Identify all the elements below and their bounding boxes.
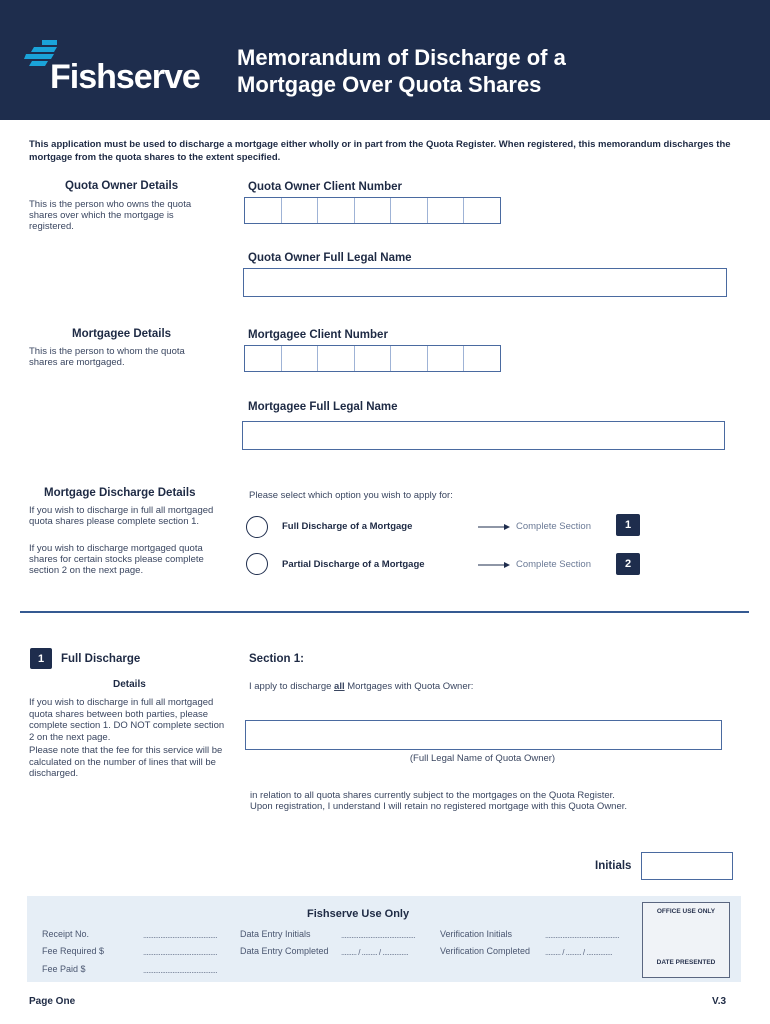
discharge-statement: [249, 681, 473, 693]
statement-before: I apply to discharge: [249, 681, 335, 692]
fee-required-label: Fee Required $: [42, 946, 105, 956]
quota-owner-description: This is the person who owns the quota shares over which the mortgage is registered.: [29, 199, 192, 232]
quota-owner-client-number-input[interactable]: [244, 197, 501, 224]
quota-owner-full-name-label: Quota Owner Full Legal Name: [248, 252, 412, 264]
stamp-bottom-text: DATE PRESENTED: [656, 959, 716, 966]
details-text-1: If you wish to discharge in full all mortgaged quota shares between both parties, please complete section 1. DO NOT complete section 2 on the next page.: [29, 697, 225, 743]
mortgagee-heading: Mortgagee Details: [72, 328, 172, 340]
quota-owner-full-name-input[interactable]: [243, 268, 727, 297]
details-text-2: Please note that the fee for this service will be calculated on the number of lines that will be discharged.: [29, 745, 223, 779]
office-stamp-box: [642, 902, 730, 978]
relation-line-1: in relation to all quota shares currently subject to the mortgages on the Quota Register.: [250, 790, 615, 801]
discharge-heading: Mortgage Discharge Details: [44, 487, 196, 499]
full-discharge-label: Full Discharge of a Mortgage: [282, 521, 413, 532]
arrow-right-icon: [478, 523, 510, 531]
data-entry-initials-label: Data Entry Initials: [240, 929, 311, 939]
full-discharge-heading: Full Discharge: [61, 653, 141, 665]
mortgagee-description: This is the person to whom the quota shares are mortgaged.: [29, 346, 185, 368]
title-line-1: Memorandum of Discharge of a: [237, 45, 566, 70]
statement-after: Mortgages with Quota Owner:: [344, 681, 474, 692]
fee-paid-label: Fee Paid $: [42, 964, 86, 974]
mortgagee-full-name-input[interactable]: [242, 421, 725, 450]
statement-all: all: [334, 681, 345, 692]
stamp-top-text: OFFICE USE ONLY: [656, 908, 716, 915]
quota-owner-heading: Quota Owner Details: [65, 180, 179, 192]
mortgagee-client-number-label: Mortgagee Client Number: [248, 329, 388, 341]
verification-completed-label: Verification Completed: [440, 946, 531, 956]
receipt-no-line: ...........................................: [143, 931, 218, 940]
page-number: Page One: [29, 996, 76, 1007]
data-entry-date-line: ......... / ......... / ...............: [341, 948, 409, 957]
data-entry-initials-line: ...........................................: [341, 931, 416, 940]
section-badge-1: 1: [616, 514, 640, 536]
initials-label: Initials: [595, 860, 632, 872]
fee-required-line: ...........................................: [143, 948, 218, 957]
details-heading: Details: [113, 679, 146, 690]
mortgagee-client-number-input[interactable]: [244, 345, 501, 372]
initials-input[interactable]: [641, 852, 733, 880]
section-1-title: Section 1:: [249, 653, 304, 665]
partial-discharge-radio[interactable]: [246, 553, 268, 575]
quota-owner-client-number-label: Quota Owner Client Number: [248, 181, 402, 193]
mortgagee-full-name-label: Mortgagee Full Legal Name: [248, 401, 398, 413]
partial-discharge-label: Partial Discharge of a Mortgage: [282, 559, 425, 570]
version-label: V.3: [712, 996, 727, 1007]
brand-logo-text: Fishserve: [50, 58, 200, 96]
name-caption: (Full Legal Name of Quota Owner): [409, 753, 556, 764]
office-use-title: Fishserve Use Only: [307, 908, 410, 920]
quota-owner-name-input[interactable]: [245, 720, 722, 750]
complete-section-text-1: Complete Section: [516, 521, 591, 532]
verification-initials-label: Verification Initials: [440, 929, 513, 939]
relation-line-2: Upon registration, I understand I will retain no registered mortgage with this Quota Owner.: [250, 801, 628, 812]
section-1-badge: 1: [30, 648, 52, 669]
full-discharge-radio[interactable]: [246, 516, 268, 538]
title-line-2: Mortgage Over Quota Shares: [237, 72, 542, 97]
intro-text: This application must be used to discharge a mortgage either wholly or in part from the Quota Register. When registered, this memorandum discharges the mortgage from the quota shares to the extent specified.: [29, 139, 731, 163]
arrow-right-icon: [478, 561, 510, 569]
discharge-prompt: Please select which option you wish to apply for:: [249, 490, 453, 501]
data-entry-completed-label: Data Entry Completed: [240, 946, 329, 956]
section-divider: [20, 611, 749, 613]
receipt-no-label: Receipt No.: [42, 929, 90, 939]
fee-paid-line: ...........................................: [143, 966, 218, 975]
verification-date-line: ......... / ......... / ...............: [545, 948, 613, 957]
discharge-description-1: If you wish to discharge in full all mortgaged quota shares please complete section 1.: [29, 505, 214, 527]
discharge-description-2: If you wish to discharge mortgaged quota shares for certain stocks please complete section 2 on the next page.: [29, 543, 204, 576]
verification-initials-line: ...........................................: [545, 931, 620, 940]
section-badge-2: 2: [616, 553, 640, 575]
page-title: [237, 44, 657, 98]
complete-section-text-2: Complete Section: [516, 559, 591, 570]
